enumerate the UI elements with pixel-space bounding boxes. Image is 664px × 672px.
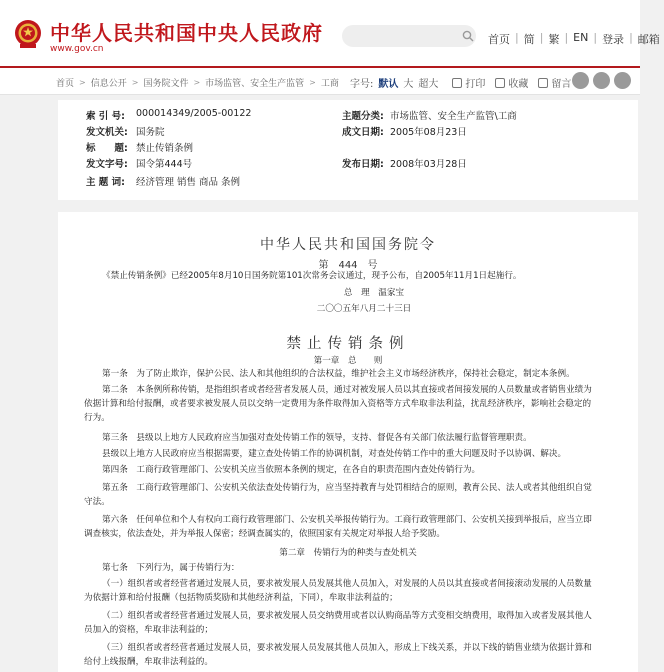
nav-mail[interactable]: 邮箱	[637, 33, 660, 46]
meta-date-label: 成文日期:	[342, 127, 384, 138]
meta-index-value: 000014349/2005-00122	[136, 108, 252, 119]
chapter-1-heading: 第一章 总 则	[313, 356, 383, 366]
search-icon[interactable]	[462, 30, 474, 42]
article-tools	[350, 75, 576, 90]
meta-pubdate-value: 2008年03月28日	[390, 159, 467, 170]
article-body	[58, 212, 638, 672]
wechat-share-icon[interactable]	[593, 72, 610, 89]
article-6-line-2: 调查核实，依法查处，并为举报人保密；经调查属实的，依照国家有关规定对举报人给予奖励。	[84, 529, 445, 539]
nav-home[interactable]: 首页	[488, 33, 510, 46]
article-2-line-2: 依据计算和给付报酬，或者要求被发展人员以交纳一定费用为条件取得加入资格等方式牟取非法利益，扰乱经济秩序，影响社会稳定的	[84, 399, 592, 409]
site-title[interactable]: 中华人民共和国中央人民政府	[50, 21, 323, 45]
national-emblem-icon[interactable]	[14, 19, 42, 49]
meta-keywords-value: 经济管理 销售 商品 条例	[136, 177, 241, 188]
article-2-line-1: 第二条 本条例所称传销，是指组织者或者经营者发展人员，通过对被发展人员以其直接或者间接发展的人员数量或者销售业绩为	[102, 385, 592, 395]
intro-paragraph: 《禁止传销条例》已经2005年8月10日国务院第101次常务会议通过，现予公布，自2005年11月1日起施行。	[102, 271, 522, 281]
breadcrumb-market[interactable]: 市场监管、安全生产监管	[205, 79, 305, 89]
font-large-button[interactable]: 大	[403, 79, 414, 90]
article-4: 第四条 工商行政管理部门、公安机关应当依照本条例的规定，在各自的职责范围内查处传销行为。	[102, 465, 481, 475]
site-domain: www.gov.cn	[50, 44, 104, 54]
meta-issuer-value: 国务院	[136, 127, 165, 138]
site-header	[0, 0, 660, 66]
search-input[interactable]	[342, 25, 476, 47]
font-size-label: 字号:	[350, 79, 374, 90]
meta-keywords-label: 主 题 词:	[86, 177, 125, 188]
article-2-line-3: 行为。	[84, 413, 110, 423]
chapter-2-heading: 第二章 传销行为的种类与查处机关	[279, 548, 417, 558]
nav-traditional[interactable]: 繁	[548, 33, 560, 46]
nav-english[interactable]: EN	[573, 31, 589, 44]
document-metadata	[58, 100, 638, 200]
breadcrumb-home[interactable]: 首页	[56, 79, 75, 89]
law-title: 禁止传销条例	[286, 336, 410, 352]
breadcrumb	[56, 76, 339, 89]
meta-category-value: 市场监管、安全生产监管\工商	[390, 111, 517, 122]
item-1-line-1: （一）组织者或者经营者通过发展人员，要求被发展人员发展其他人员加入，对发展的人员以其直接或者间接滚动发展的人员数量	[102, 579, 592, 589]
meta-title-value: 禁止传销条例	[136, 143, 194, 154]
nav-login[interactable]: 登录	[602, 33, 625, 46]
meta-category-label: 主题分类:	[342, 111, 384, 122]
sign-date: 二〇〇五年八月二十三日	[316, 304, 412, 314]
item-2-line-1: （二）组织者或者经营者通过发展人员，要求被发展人员交纳费用或者以认购商品等方式变相交纳费用，取得加入或者发展其他人	[102, 611, 592, 621]
item-3-line-2: 给付上线报酬，牟取非法利益的。	[84, 657, 213, 667]
breadcrumb-docs[interactable]: 国务院文件	[143, 79, 189, 89]
meta-index-label: 索 引 号:	[86, 111, 125, 122]
breadcrumb-info[interactable]: 信息公开	[90, 79, 127, 89]
favorite-icon[interactable]	[495, 78, 505, 88]
article-7: 第七条 下列行为，属于传销行为：	[102, 563, 240, 573]
chevron-right-icon: >	[79, 78, 86, 87]
article-3-line-2: 县级以上地方人民政府应当根据需要，建立查处传销工作的协调机制，对查处传销工作中的重大问题及时予以协调、解决。	[102, 449, 567, 459]
item-2-line-2: 员加入的资格，牟取非法利益的；	[84, 625, 213, 635]
weibo-share-icon[interactable]	[572, 72, 589, 89]
font-xlarge-button[interactable]: 超大	[418, 79, 439, 90]
order-number: 第 444 号	[318, 260, 378, 271]
meta-docno-value: 国令第444号	[136, 159, 193, 170]
meta-issuer-label: 发文机关:	[86, 127, 128, 138]
article-6-line-1: 第六条 任何单位和个人有权向工商行政管理部门、公安机关举报传销行为。工商行政管理部门、公安机关接到举报后，应当立即	[102, 515, 592, 525]
article-1: 第一条 为了防止欺诈，保护公民、法人和其他组织的合法权益，维护社会主义市场经济秩序，保持社会稳定，制定本条例。	[102, 369, 575, 379]
top-nav: 首页 | 简 | 繁 | EN | 登录 | 邮箱	[488, 31, 660, 46]
item-3-line-1: （三）组织者或者经营者通过发展人员，要求被发展人员发展其他人员加入，形成上下线关系，并以下线的销售业绩为依据计算和	[102, 643, 592, 653]
comment-button[interactable]: 留言	[551, 79, 572, 90]
article-5-line-1: 第五条 工商行政管理部门、公安机关依法查处传销行为，应当坚持教育与处罚相结合的原则，教育公民、法人或者其他组织自觉	[102, 483, 592, 493]
favorite-button[interactable]: 收藏	[508, 79, 529, 90]
comment-icon[interactable]	[538, 78, 548, 88]
print-button[interactable]: 打印	[465, 79, 486, 90]
chevron-right-icon: >	[131, 78, 139, 87]
chevron-right-icon: >	[309, 78, 316, 87]
print-icon[interactable]	[452, 78, 462, 88]
meta-pubdate-label: 发布日期:	[342, 159, 384, 170]
font-default-button[interactable]: 默认	[378, 79, 399, 90]
article-5-line-2: 守法。	[84, 497, 110, 507]
breadcrumb-bar	[0, 68, 640, 95]
order-title: 中华人民共和国国务院令	[260, 237, 436, 253]
item-1-line-2: 为依据计算和给付报酬（包括物质奖励和其他经济利益，下同），牟取非法利益的；	[84, 593, 398, 603]
more-share-icon[interactable]	[614, 72, 631, 89]
chevron-right-icon: >	[193, 78, 201, 87]
article-3-line-1: 第三条 县级以上地方人民政府应当加强对查处传销工作的领导，支持、督促各有关部门依法履行监督管理职责。	[102, 433, 532, 443]
breadcrumb-commerce[interactable]: 工商	[320, 79, 339, 89]
signature: 总 理 温家宝	[343, 288, 405, 298]
nav-simplified[interactable]: 简	[523, 33, 535, 46]
meta-date-value: 2005年08月23日	[390, 127, 467, 138]
meta-title-label: 标 题:	[86, 143, 128, 154]
meta-docno-label: 发文字号:	[86, 159, 128, 170]
